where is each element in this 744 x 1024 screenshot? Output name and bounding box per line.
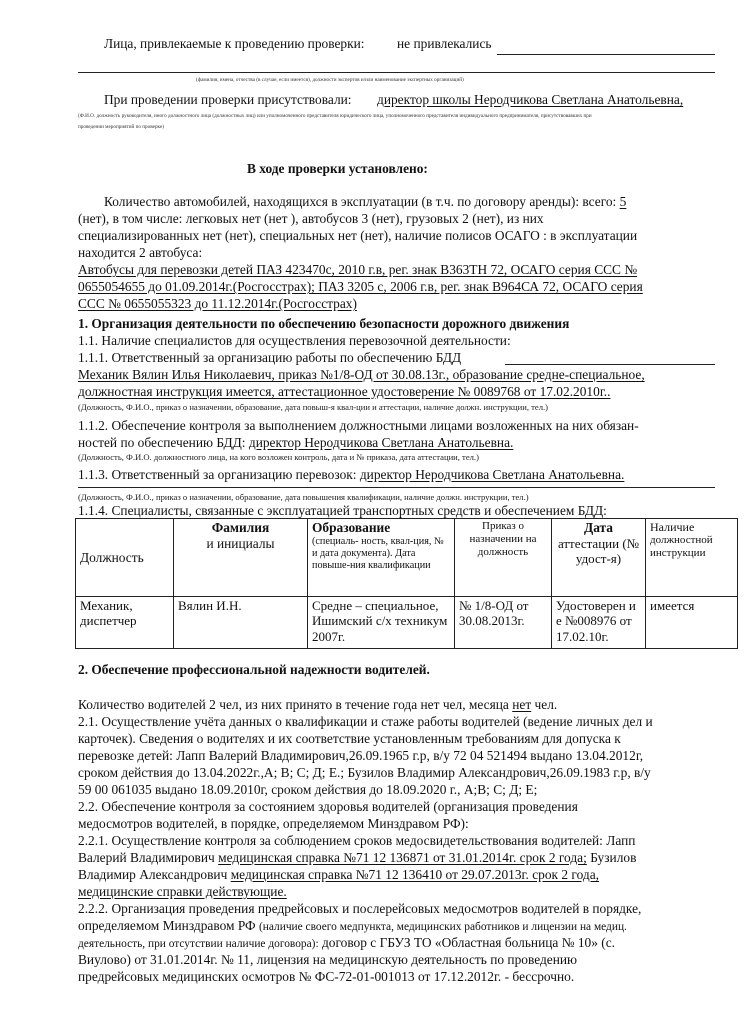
section2-2-2-label: определяемом Минздравом РФ [78, 918, 256, 933]
specialists-table [75, 518, 738, 649]
section1-1-3-line [78, 467, 624, 483]
col-certification-sub: аттестации (№ удост-я) [557, 535, 640, 567]
col-education-sub: (специаль- ность, квал-ция, № и дата документа). Дата повыше-ния квалификации [312, 535, 444, 571]
findings-heading: В ходе проверки установлено: [247, 161, 428, 176]
section1-1-1-value-2: должностная инструкция имеется, аттестационное удостоверение № 0089768 от 17.02.2010г.. [78, 384, 611, 399]
section2-2-1-line-1: 2.2.1. Осуществление контроля за соблюдением сроков медосвидетельствования водителей: Лапп [78, 833, 636, 848]
driver1-certificate: медицинская справка №71 12 136871 от 31.01.2014г. срок 2 года; [218, 850, 587, 865]
section2-2-line-2: медосмотров водителей, в порядке, определяемом Минздравом РФ): [78, 816, 469, 831]
section1-title: 1. Организация деятельности по обеспечению безопасности дорожного движения [78, 316, 570, 331]
section1-1-2-line-2 [78, 435, 513, 451]
persons-line-2 [78, 72, 715, 73]
drivers-month-value: нет [512, 697, 532, 712]
present-label: При проведении проверки присутствовали: [104, 92, 352, 107]
persons-value: не привлекались [397, 36, 492, 51]
section1-1-1-label: 1.1.1. Ответственный за организацию работы по обеспечению БДД [78, 350, 462, 365]
section2-2-2-line-4: Виулово) от 31.01.2014г. № 11, лицензия на медицинскую деятельность по проведению [78, 952, 578, 967]
driver2-surname: Бузилов [590, 850, 637, 865]
present-caption-2: проведении мероприятий по проверке) [78, 124, 164, 130]
intro-line-2: (нет), в том числе: легковых нет (нет ), автобусов 3 (нет), грузовых 2 (нет), из них [78, 211, 544, 226]
section1-1-2-label: ностей по обеспечению БДД: [78, 435, 246, 450]
present-caption-1: (Ф.И.О. должность руководителя, иного должностного лица (должностных лиц) или уполномоченного представителя юридического лица, уполномоченного представителя индивидуального предпринимателя, присутствовавших при [78, 113, 592, 119]
cell-order: № 1/8-ОД от 30.08.2013г. [455, 597, 552, 649]
section2-drivers-count [78, 697, 557, 713]
section2-1-line-3: перевозке детей: Лапп Валерий Владимирович,26.09.1965 г.р, в/у 72 04 521494 выдано 13.04.2012г, [78, 748, 644, 763]
section2-2-line-1: 2.2. Обеспечение контроля за состоянием здоровья водителей (организация проведения [78, 799, 578, 814]
intro-line-1-text: Количество автомобилей, находящихся в эксплуатации (в т.ч. по договору аренды): всего: [104, 194, 617, 209]
persons-fill-line [497, 54, 715, 55]
col-name-header-1: Фамилия [211, 520, 270, 535]
section1-1-1-caption: (Должность, Ф.И.О., приказ о назначении, образование, дата повыш-я квал-ции и аттестации, наличие должн. инструкции, тел.) [78, 402, 549, 412]
col-education-header [308, 519, 455, 597]
col-education-title: Образование [312, 520, 391, 535]
col-instruction-sub: должностной инструкции [650, 534, 713, 560]
section2-1-line-1: 2.1. Осуществление учёта данных о квалификации и стаже работы водителей (ведение личных дел и [78, 714, 653, 729]
section2-title: 2. Обеспечение профессиональной надежности водителей. [78, 662, 430, 677]
intro-line-1 [104, 194, 626, 210]
intro-line-4: находится 2 автобуса: [78, 245, 203, 260]
col-certification-title: Дата [584, 520, 613, 535]
drivers-count-text: Количество водителей 2 чел, из них принято в течение года нет чел, месяца [78, 697, 509, 712]
cell-certification: Удостоверен ие №008976 от 17.02.10г. [552, 597, 646, 649]
section2-2-2-contract: договор с ГБУЗ ТО «Областная больница № 10» (с. [321, 935, 616, 950]
section1-1-2-line-1: 1.1.2. Обеспечение контроля за выполнением должностными лицами возложенных на них обязан- [78, 418, 639, 433]
section2-2-2-hint-2: деятельность, при отсутствии наличие договора): [78, 938, 319, 950]
section2-2-1-line-4: медицинские справки действующие. [78, 884, 287, 899]
cell-instruction: имеется [646, 597, 738, 649]
col-instruction-title: Наличие [650, 520, 695, 534]
driver1-name: Валерий Владимирович [78, 850, 215, 865]
section2-2-2-line-5: предрейсовых медицинских осмотров № ФС-72-01-001013 от 17.12.2012г. - бессрочно. [78, 969, 575, 984]
section1-1-3-line-2 [78, 487, 715, 488]
section1-1-3-label: 1.1.3. Ответственный за организацию перевозок: [78, 467, 357, 482]
vehicles-total-value: 5 [619, 194, 627, 209]
persons-label: Лица, привлекаемые к проведению проверки: [104, 36, 365, 51]
section1-1-1-value-1: Механик Вялин Илья Николаевич, приказ №1/8-ОД от 30.08.13г., образование средне-специальное, [78, 367, 645, 382]
section2-1-line-5: 59 00 061035 выдано 18.09.2010г, сроком действия до 18.09.2020 г., А;В; С; Д; Е; [78, 782, 538, 797]
col-instruction-header [646, 519, 738, 597]
col-name-header-2: и инициалы [206, 535, 275, 551]
driver2-certificate: медицинская справка №71 12 136410 от 29.07.2013г. срок 2 года, [230, 867, 600, 882]
driver2-name: Владимир Александрович [78, 867, 228, 882]
cell-education: Средне – специальное, Ишимский с/х техникум 2007г. [308, 597, 455, 649]
cell-name: Вялин И.Н. [174, 597, 308, 649]
present-value: директор школы Неродчикова Светлана Анатольевна, [377, 92, 684, 107]
section2-1-line-4: сроком действия до 13.04.2022г.,А; В; С; Д; Е.; Бузилов Владимир Александрович,26.09.1983 г.р, в/у [78, 765, 651, 780]
section1-1-2-value: директор Неродчикова Светлана Анатольевна. [248, 435, 514, 450]
drivers-count-unit: чел. [534, 697, 558, 712]
section2-2-2-line-3 [78, 935, 615, 951]
section2-2-1-line-2 [78, 850, 636, 866]
intro-line-5: Автобусы для перевозки детей ПАЗ 423470с, 2010 г.в, рег. знак В363ТН 72, ОСАГО серия ССС № [78, 262, 638, 277]
col-position-header: Должность [76, 519, 174, 597]
section2-2-2-hint: (наличие своего медпункта, медицинских работников и лицензии на медиц. [259, 921, 627, 933]
section2-2-2-line-2 [78, 918, 627, 934]
section2-2-2-line-1: 2.2.2. Организация проведения предрейсовых и послерейсовых медосмотров водителей в порядке, [78, 901, 642, 916]
table-header-row [76, 519, 738, 597]
intro-line-7: ССС № 0655055323 до 11.12.2014г.(Росгосстрах) [78, 296, 357, 311]
section1-1-3-value: директор Неродчикова Светлана Анатольевна. [359, 467, 625, 482]
persons-caption: (фамилия, имена, отчества (в случае, если имеется), должности экспертов и/или наименование экспертных организаций) [196, 77, 464, 83]
intro-line-3: специализированных нет (нет), специальных нет (нет), наличие полисов ОСАГО : в эксплуатации [78, 228, 638, 243]
col-name-header [174, 519, 308, 597]
section1-1: 1.1. Наличие специалистов для осуществления перевозочной деятельности: [78, 333, 511, 348]
cell-position: Механик, диспетчер [76, 597, 174, 649]
col-order-header: Приказ о назначении на должность [455, 519, 552, 597]
section1-1-3-caption: (Должность, Ф.И.О., приказ о назначении, образование, дата повышения квалификации, наличие должн. инструкции, тел.) [78, 492, 529, 502]
section2-1-line-2: карточек). Сведения о водителях и их соответствие установленным требованиям для допуска к [78, 731, 621, 746]
section1-1-4: 1.1.4. Специалисты, связанные с эксплуатацией транспортных средств и обеспечением БДД: [78, 503, 607, 518]
section2-2-1-line-3 [78, 867, 599, 883]
intro-line-6: 0655054655 до 01.09.2014г.(Росгосстрах); ПАЗ 3205 с, 2006 г.в, рег. знак В964СА 72, ОСАГО серия [78, 279, 643, 294]
section1-1-2-caption: (Должность, Ф.И.О. должностного лица, на кого возложен контроль, дата и № приказа, дата аттестации, тел.) [78, 452, 479, 462]
table-row [76, 597, 738, 649]
col-certification-header [552, 519, 646, 597]
section1-1-1-fill-line [505, 364, 715, 365]
